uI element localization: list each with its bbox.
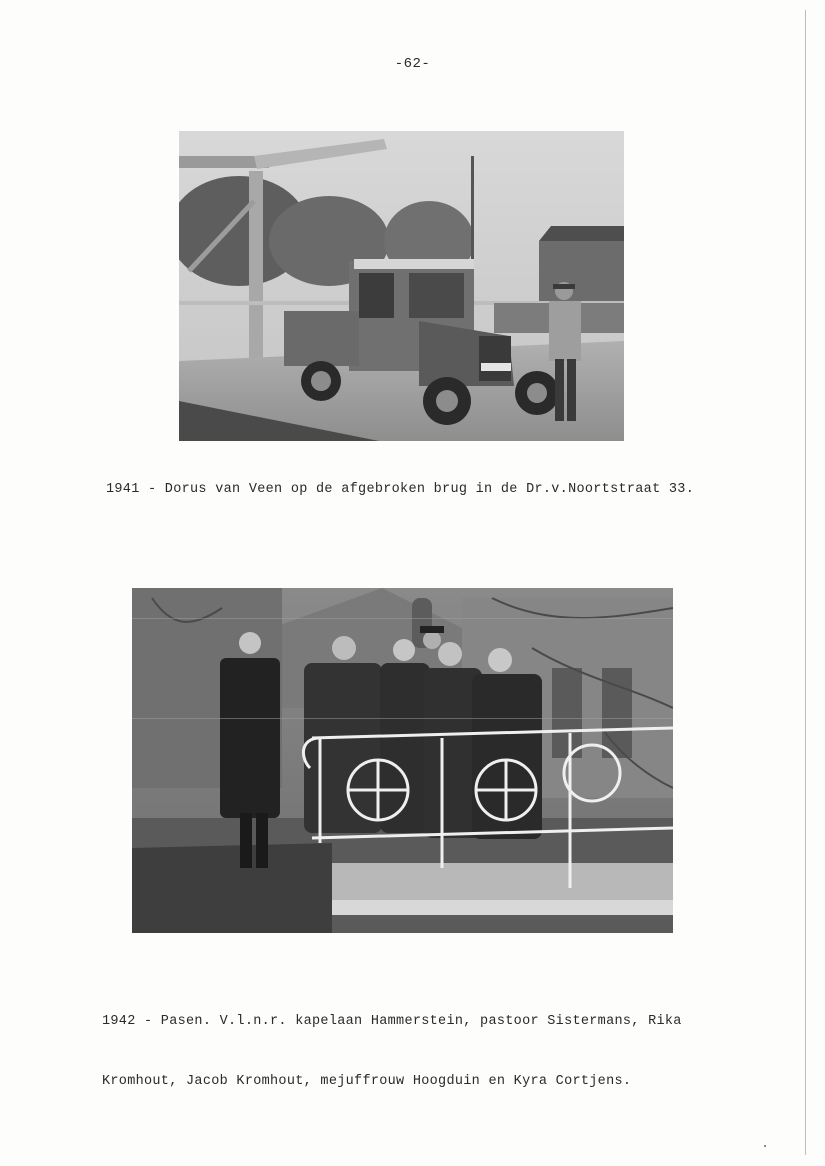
photo-group-on-bridge xyxy=(132,588,673,933)
page-edge-line xyxy=(805,10,806,1155)
page-number: -62- xyxy=(394,56,431,72)
photo-caption-1942 xyxy=(102,972,682,1132)
scan-speck xyxy=(764,1145,766,1147)
photo-caption-1942-line-2: Kromhout, Jacob Kromhout, mejuffrouw Hoogduin en Kyra Cortjens. xyxy=(102,1074,632,1089)
photo-truck-on-bridge xyxy=(179,131,624,441)
photo-caption-1942-line-1: 1942 - Pasen. V.l.n.r. kapelaan Hammerstein, pastoor Sistermans, Rika xyxy=(102,1014,682,1029)
photo-caption-1941: 1941 - Dorus van Veen op de afgebroken brug in de Dr.v.Noortstraat 33. xyxy=(106,482,695,497)
